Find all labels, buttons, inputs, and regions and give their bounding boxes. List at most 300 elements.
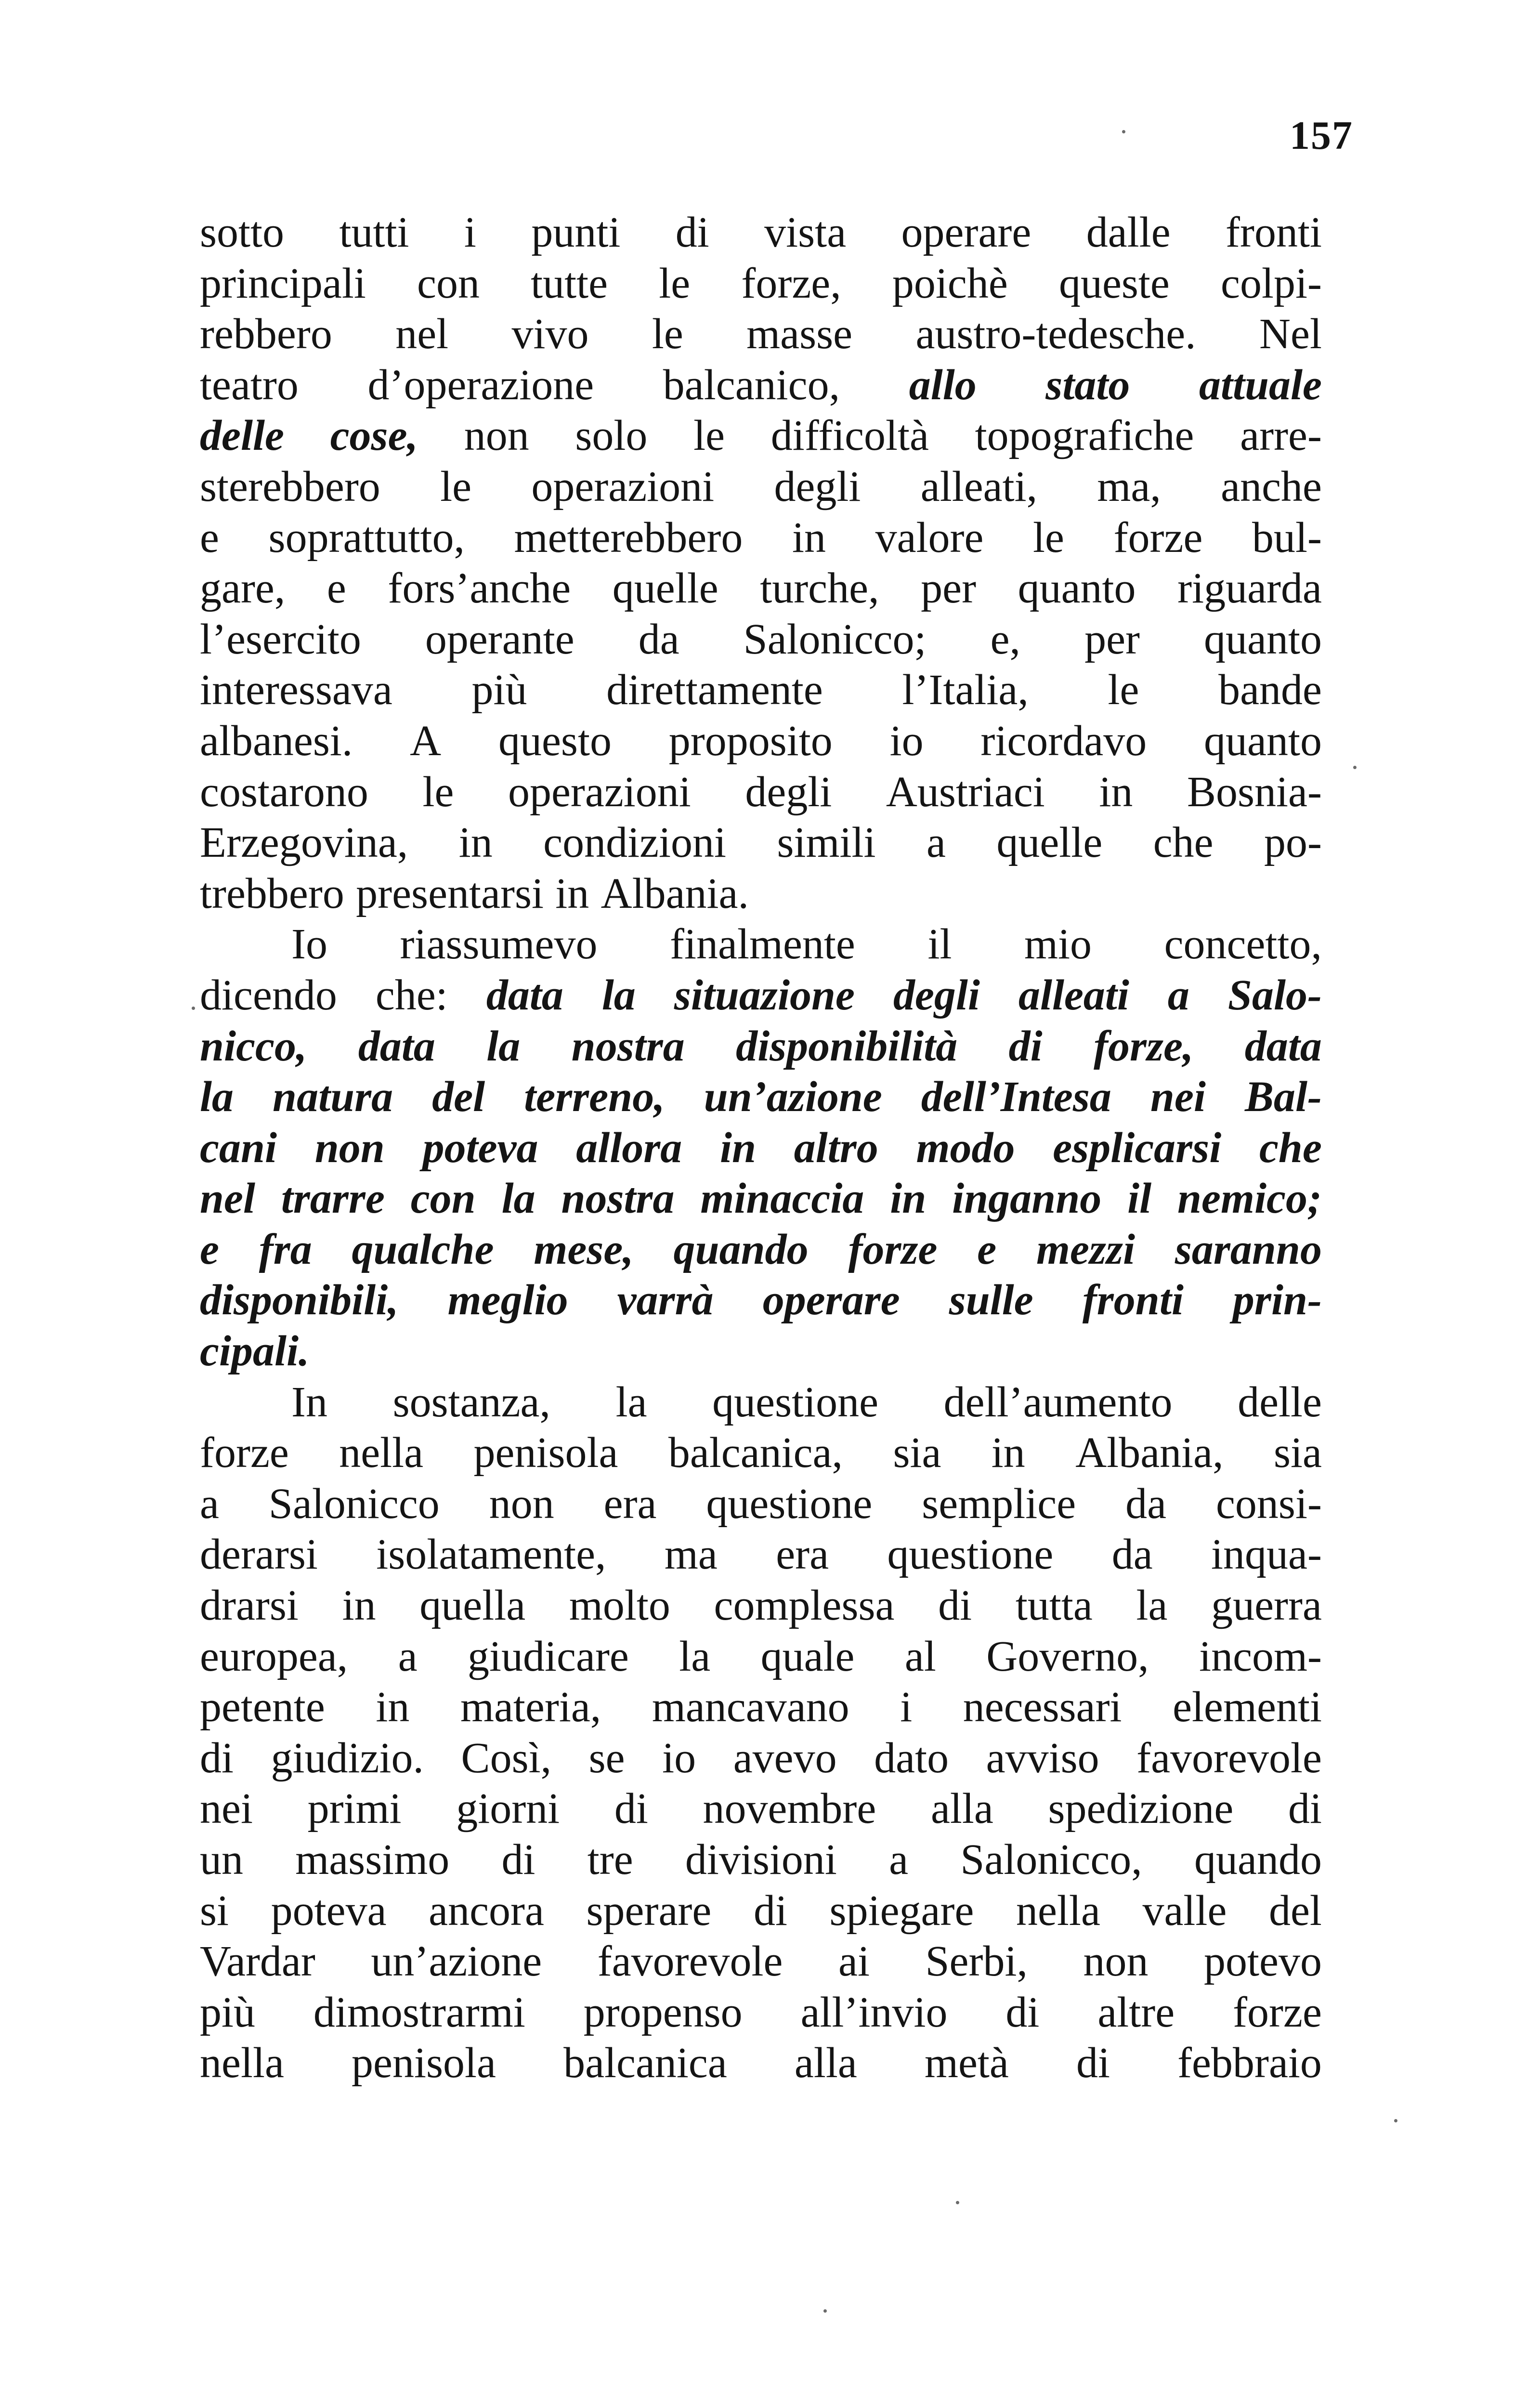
word: Bal-	[1244, 1073, 1322, 1121]
word: Salo-	[1227, 971, 1322, 1019]
text-line	[200, 309, 1322, 360]
word: di	[1005, 1988, 1040, 2036]
word: forze,	[741, 259, 841, 307]
word: data	[358, 1022, 435, 1070]
word: Nel	[1259, 310, 1322, 358]
word: trarre	[281, 1175, 385, 1223]
word: sostanza,	[392, 1378, 550, 1426]
text-line	[200, 360, 1322, 411]
word: consi-	[1215, 1479, 1322, 1528]
word: punti	[531, 209, 621, 256]
word: a	[889, 1836, 909, 1884]
word: concetto,	[1164, 920, 1322, 968]
word: forze	[1113, 513, 1203, 562]
word: ma,	[1097, 462, 1161, 510]
word: Austriaci	[886, 768, 1045, 816]
word: balcanica	[563, 2039, 727, 2087]
word: fronti	[1082, 1276, 1184, 1324]
word: quanto	[1204, 615, 1322, 663]
text-line	[200, 1072, 1322, 1123]
word: balcanico,	[663, 361, 840, 409]
word: la	[200, 1073, 234, 1121]
word: altre	[1097, 1988, 1175, 2036]
word: che	[1259, 1124, 1322, 1172]
word: quella	[419, 1582, 526, 1630]
word: solo	[575, 412, 648, 460]
word: questo	[498, 717, 612, 765]
word: nei	[1150, 1073, 1206, 1121]
word: tutte	[531, 259, 608, 307]
text-line	[200, 1377, 1322, 1428]
word: di	[501, 1836, 535, 1884]
word: nicco,	[200, 1022, 307, 1070]
word: questione	[887, 1531, 1054, 1579]
word: Salonicco;	[743, 615, 927, 663]
word: delle	[1238, 1378, 1322, 1426]
word: l’esercito	[200, 615, 361, 663]
word: un’azione	[371, 1937, 542, 1986]
word: Albania.	[600, 869, 749, 917]
word: degli	[893, 971, 980, 1019]
word: Governo,	[986, 1632, 1149, 1680]
word: dicendo	[200, 971, 337, 1019]
word: potevo	[1204, 1937, 1322, 1986]
text-line	[200, 207, 1322, 258]
word: nella	[339, 1429, 424, 1477]
word: quelle	[996, 819, 1103, 867]
word: interessava	[200, 666, 392, 714]
word: Albania,	[1075, 1429, 1224, 1477]
text-line	[200, 1427, 1322, 1479]
text-line	[200, 817, 1322, 868]
word: più	[471, 666, 527, 714]
word: che	[1153, 819, 1214, 867]
word: prin-	[1232, 1276, 1322, 1324]
text-line	[200, 258, 1322, 309]
word: attuale	[1199, 361, 1322, 409]
word: cose,	[330, 412, 418, 460]
text-line	[200, 2038, 1322, 2089]
word: i	[464, 209, 476, 256]
text-line	[200, 767, 1322, 818]
text-line	[200, 1275, 1322, 1326]
word: per	[921, 564, 977, 613]
word: forze,	[1094, 1022, 1194, 1070]
word: albanesi.	[200, 717, 353, 765]
word: questione	[706, 1479, 873, 1528]
word: in	[890, 1175, 927, 1223]
word: qualche	[352, 1225, 494, 1273]
word: le	[693, 412, 725, 460]
word: le	[1108, 666, 1139, 714]
word: sulle	[949, 1276, 1033, 1324]
word: un	[200, 1836, 243, 1884]
word: bande	[1218, 666, 1322, 714]
text-line	[200, 563, 1322, 614]
word: semplice	[922, 1479, 1076, 1528]
word: A	[410, 717, 442, 765]
word: da	[638, 615, 679, 663]
word: di	[200, 1734, 234, 1782]
word: poteva	[422, 1124, 538, 1172]
word: con	[417, 259, 480, 307]
word: a	[398, 1632, 418, 1680]
word: proposito	[668, 717, 833, 765]
word: per	[1084, 615, 1140, 663]
word: soprattutto,	[268, 513, 465, 562]
text-line	[200, 614, 1322, 665]
word: quando	[673, 1225, 809, 1273]
word: degli	[745, 768, 832, 816]
word: quelle	[612, 564, 718, 613]
word: febbraio	[1177, 2039, 1322, 2087]
text-line	[200, 1479, 1322, 1530]
word: situazione	[674, 971, 855, 1019]
word: non	[1083, 1937, 1148, 1986]
word: Io	[291, 920, 327, 968]
word: la	[486, 1022, 521, 1070]
word: se	[588, 1734, 625, 1782]
word: di	[938, 1582, 972, 1630]
word: ricordavo	[980, 717, 1147, 765]
word: da	[1125, 1479, 1167, 1528]
word: gare,	[200, 564, 286, 613]
word: guerra	[1211, 1582, 1322, 1630]
word: fors’anche	[388, 564, 571, 613]
word: forze	[200, 1429, 289, 1477]
word: a	[926, 819, 946, 867]
word: riassumevo	[400, 920, 598, 968]
word: l’Italia,	[902, 666, 1029, 714]
word: drarsi	[200, 1582, 299, 1630]
word: non	[314, 1124, 385, 1172]
word: simili	[777, 819, 876, 867]
word: in	[376, 1683, 410, 1731]
word: la	[615, 1378, 647, 1426]
word: isolatamente,	[376, 1531, 606, 1579]
text-line	[200, 1936, 1322, 1987]
word: giudizio.	[271, 1734, 424, 1782]
text-line	[200, 1123, 1322, 1174]
word: quale	[760, 1632, 855, 1680]
word: nel	[200, 1175, 256, 1223]
word: derarsi	[200, 1531, 318, 1579]
word: in	[991, 1429, 1025, 1477]
word: tutti	[339, 209, 409, 256]
word: varrà	[617, 1276, 714, 1324]
word: poteva	[271, 1886, 387, 1935]
word: Così,	[461, 1734, 552, 1782]
word: operare	[762, 1276, 900, 1324]
word: nella	[1016, 1886, 1100, 1935]
word: vista	[764, 209, 847, 256]
word: turche,	[760, 564, 879, 613]
text-line	[200, 716, 1322, 767]
word: forze	[1233, 1988, 1322, 2036]
word: tre	[587, 1836, 633, 1884]
word: da	[1111, 1531, 1153, 1579]
word: sia	[1273, 1429, 1322, 1477]
word: terreno,	[524, 1073, 665, 1121]
word: sterebbero	[200, 462, 380, 510]
text-line	[200, 1631, 1322, 1682]
word: molto	[569, 1582, 670, 1630]
word: meglio	[447, 1276, 568, 1324]
text-line	[200, 868, 1322, 919]
word: quando	[1194, 1836, 1322, 1884]
scan-speck	[1353, 766, 1357, 769]
text-line	[200, 919, 1322, 970]
word: delle	[200, 412, 284, 460]
word: metterebbero	[514, 513, 743, 562]
word: giudicare	[468, 1632, 629, 1680]
word: Serbi,	[925, 1937, 1028, 1986]
word: operare	[901, 209, 1031, 256]
word: anche	[1221, 462, 1322, 510]
word: fra	[259, 1225, 312, 1273]
word: teatro	[200, 361, 299, 409]
word: la	[501, 1175, 535, 1223]
word: bul-	[1252, 513, 1322, 562]
word: quanto	[1018, 564, 1136, 613]
word: nella	[200, 2039, 284, 2087]
word: stato	[1045, 361, 1130, 409]
word: direttamente	[606, 666, 823, 714]
word: ancora	[429, 1886, 544, 1935]
word: all’invio	[800, 1988, 948, 2036]
word: la	[601, 971, 636, 1019]
word: riguarda	[1177, 564, 1322, 613]
word: necessari	[963, 1683, 1122, 1731]
text-line	[200, 1021, 1322, 1072]
word: penisola	[352, 2039, 496, 2087]
word: la	[1136, 1582, 1168, 1630]
word: inganno	[952, 1175, 1102, 1223]
word: queste	[1058, 259, 1170, 307]
word: io	[889, 717, 924, 765]
text-line	[200, 1987, 1322, 2038]
word: trebbero	[200, 869, 344, 917]
word: elementi	[1173, 1683, 1322, 1731]
word: degli	[774, 462, 861, 510]
word: dato	[874, 1734, 949, 1782]
word: mio	[1024, 920, 1092, 968]
word: io	[662, 1734, 696, 1782]
word: dalle	[1086, 209, 1171, 256]
word: in	[555, 869, 589, 917]
word: valore	[875, 513, 984, 562]
word: minaccia	[700, 1175, 864, 1223]
word: topografiche	[975, 412, 1194, 460]
word: materia,	[460, 1683, 601, 1731]
word: dell’Intesa	[921, 1073, 1111, 1121]
word: rebbero	[200, 310, 332, 358]
word: natura	[273, 1073, 393, 1121]
text-line	[200, 512, 1322, 563]
word: questione	[712, 1378, 879, 1426]
text-line	[200, 461, 1322, 512]
word: disponibili,	[200, 1276, 399, 1324]
word: vivo	[511, 310, 589, 358]
word: data	[486, 971, 563, 1019]
word: avviso	[986, 1734, 1099, 1782]
word: non	[464, 412, 529, 460]
word: nostra	[571, 1022, 685, 1070]
word: la	[679, 1632, 711, 1680]
word: Vardar	[200, 1937, 315, 1986]
word: in	[792, 513, 826, 562]
word: spiegare	[829, 1886, 974, 1935]
word: di	[675, 209, 709, 256]
word: non	[489, 1479, 554, 1528]
word: divisioni	[685, 1836, 837, 1884]
text-line	[200, 1326, 1322, 1377]
word: operazioni	[508, 768, 691, 816]
word: poichè	[892, 259, 1008, 307]
word: e	[200, 1225, 219, 1273]
word: austro-tedesche.	[915, 310, 1196, 358]
word: i	[900, 1683, 913, 1731]
text-line	[200, 1580, 1322, 1631]
scan-speck	[1394, 2119, 1397, 2122]
word: e	[326, 564, 346, 613]
word: po-	[1264, 819, 1322, 867]
word: alla	[930, 1785, 993, 1833]
word: cipali.	[200, 1327, 310, 1375]
text-line	[200, 1224, 1322, 1275]
word: costarono	[200, 768, 368, 816]
text-line	[200, 1834, 1322, 1885]
word: ma	[664, 1531, 718, 1579]
word: forze	[848, 1225, 938, 1273]
word: massimo	[295, 1836, 450, 1884]
scan-speck	[823, 2309, 827, 2313]
word: le	[659, 259, 691, 307]
text-line	[200, 1173, 1322, 1224]
word: penisola	[473, 1429, 618, 1477]
word: a	[1167, 971, 1189, 1019]
word: di	[614, 1785, 648, 1833]
word: avevo	[733, 1734, 837, 1782]
word: favorevole	[1136, 1734, 1322, 1782]
word: petente	[200, 1683, 325, 1731]
word: mancavano	[652, 1683, 849, 1731]
word: dell’aumento	[943, 1378, 1173, 1426]
word: In	[291, 1378, 327, 1426]
word: era	[603, 1479, 657, 1528]
word: il	[927, 920, 952, 968]
scan-speck	[956, 2201, 959, 2204]
word: quanto	[1204, 717, 1322, 765]
word: colpi-	[1221, 259, 1322, 307]
word: in	[342, 1582, 376, 1630]
word: il	[1127, 1175, 1152, 1223]
word: in	[458, 819, 493, 867]
word: balcanica,	[668, 1429, 843, 1477]
word: le	[422, 768, 454, 816]
word: Salonicco,	[960, 1836, 1142, 1884]
word: altro	[794, 1124, 878, 1172]
word: fronti	[1226, 209, 1322, 256]
word: e,	[990, 615, 1021, 663]
word: Erzegovina,	[200, 819, 408, 867]
word: più	[200, 1988, 256, 2036]
word: incom-	[1199, 1632, 1322, 1680]
word: primi	[307, 1785, 402, 1833]
text-line	[200, 970, 1322, 1021]
word: inqua-	[1211, 1531, 1322, 1579]
word: cani	[200, 1124, 277, 1172]
word: metà	[924, 2039, 1009, 2087]
word: in	[719, 1124, 757, 1172]
word: e	[977, 1225, 997, 1273]
word: arre-	[1240, 412, 1322, 460]
word: di	[753, 1886, 787, 1935]
word: finalmente	[670, 920, 855, 968]
word: sia	[893, 1429, 941, 1477]
word: operante	[425, 615, 574, 663]
scan-speck	[192, 1007, 195, 1010]
word: con	[410, 1175, 476, 1223]
word: a	[200, 1479, 219, 1528]
text-line	[200, 1733, 1322, 1784]
word: complessa	[714, 1582, 895, 1630]
word: alleati,	[920, 462, 1038, 510]
word: modo	[916, 1124, 1015, 1172]
word: del	[432, 1073, 485, 1121]
word: valle	[1142, 1886, 1227, 1935]
body-text	[200, 207, 1322, 2089]
word: favorevole	[597, 1937, 783, 1986]
word: di	[1076, 2039, 1110, 2087]
word: Salonicco	[268, 1479, 440, 1528]
word: nei	[200, 1785, 253, 1833]
word: di	[1008, 1022, 1043, 1070]
word: sperare	[586, 1886, 712, 1935]
word: difficoltà	[770, 412, 929, 460]
word: Bosnia-	[1187, 768, 1322, 816]
word: data	[1244, 1022, 1322, 1070]
word: novembre	[703, 1785, 876, 1833]
word: allora	[576, 1124, 682, 1172]
text-line	[200, 1682, 1322, 1733]
word: le	[652, 310, 683, 358]
word: e	[200, 513, 219, 562]
word: che:	[375, 971, 448, 1019]
text-line	[200, 410, 1322, 461]
word: tutta	[1015, 1582, 1093, 1630]
word: del	[1268, 1886, 1322, 1935]
word: mezzi	[1036, 1225, 1135, 1273]
text-line	[200, 1783, 1322, 1834]
word: ai	[838, 1937, 870, 1986]
word: propenso	[583, 1988, 743, 2036]
word: spedizione	[1048, 1785, 1234, 1833]
word: un’azione	[704, 1073, 882, 1121]
word: principali	[200, 259, 366, 307]
word: europea,	[200, 1632, 348, 1680]
word: condizioni	[543, 819, 727, 867]
word: nel	[395, 310, 449, 358]
text-line	[200, 1529, 1322, 1580]
word: nostra	[561, 1175, 675, 1223]
word: operazioni	[531, 462, 715, 510]
word: dimostrarmi	[313, 1988, 525, 2036]
word: in	[1099, 768, 1133, 816]
word: al	[904, 1632, 936, 1680]
word: mese,	[534, 1225, 634, 1273]
word: saranno	[1175, 1225, 1322, 1273]
